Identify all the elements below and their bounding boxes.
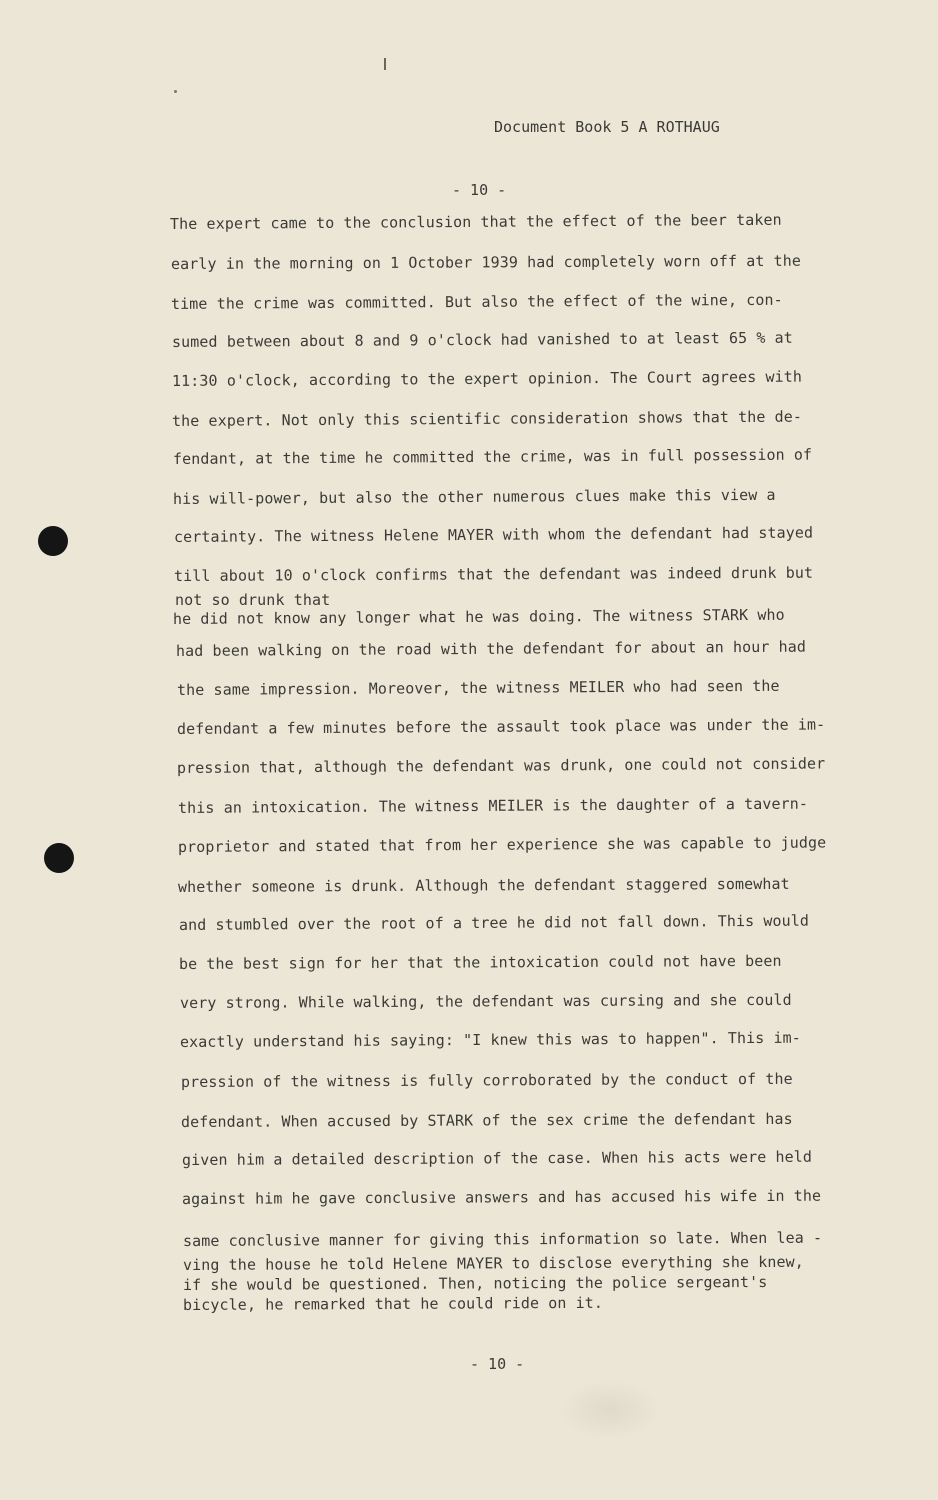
text-line: the expert. Not only this scientific consideration shows that the de- <box>171 407 803 430</box>
text-line: defendant. When accused by STARK of the sex crime the defendant has <box>180 1109 793 1131</box>
text-line: certainty. The witness Helene MAYER with whom the defendant had stayed <box>173 523 814 546</box>
text-line: not so drunk that <box>175 591 331 609</box>
text-line: ving the house he told Helene MAYER to disclose everything she knew, <box>182 1252 804 1274</box>
text-line: his will-power, but also the other numerous clues make this view a <box>172 485 776 508</box>
text-line: against him he gave conclusive answers and has accused his wife in the <box>181 1186 822 1208</box>
margin-tick-mark <box>384 58 386 70</box>
text-line: had been walking on the road with the defendant for about an hour had <box>175 637 807 660</box>
text-line: early in the morning on 1 October 1939 had completely worn off at the <box>170 251 802 273</box>
text-line: 11:30 o'clock, according to the expert opinion. The Court agrees with <box>171 367 803 390</box>
text-line: time the crime was committed. But also the effect of the wine, con- <box>170 290 783 313</box>
text-line: and stumbled over the root of a tree he did not fall down. This would <box>178 911 810 934</box>
page-number-top: - 10 - <box>452 181 507 199</box>
text-line: if she would be questioned. Then, noticing the police sergeant's <box>182 1272 768 1294</box>
text-line: pression of the witness is fully corroborated by the conduct of the <box>180 1069 793 1091</box>
text-line: bicycle, he remarked that he could ride on it. <box>182 1293 604 1314</box>
text-line: be the best sign for her that the intoxication could not have been <box>178 951 782 973</box>
punch-hole <box>38 526 68 556</box>
text-line: proprietor and stated that from her experience she was capable to judge <box>177 833 827 856</box>
text-line: fendant, at the time he committed the crime, was in full possession of <box>172 445 813 468</box>
text-line: given him a detailed description of the case. When his acts were held <box>181 1147 813 1169</box>
text-line: same conclusive manner for giving this information so late. When lea - <box>182 1228 823 1250</box>
text-line: the same impression. Moreover, the witness MEILER who had seen the <box>176 676 780 699</box>
document-header: Document Book 5 A ROTHAUG <box>494 118 720 136</box>
text-line: whether someone is drunk. Although the defendant staggered somewhat <box>177 874 790 896</box>
punch-hole <box>44 843 74 873</box>
text-line: defendant a few minutes before the assault took place was under the im- <box>176 715 826 738</box>
text-line: The expert came to the conclusion that the effect of the beer taken <box>169 210 782 233</box>
text-line: very strong. While walking, the defendant was cursing and she could <box>179 990 792 1012</box>
text-line: pression that, although the defendant was drunk, one could not consider <box>176 754 826 777</box>
paper-smudge <box>560 1380 660 1440</box>
text-line: he did not know any longer what he was doing. The witness STARK who <box>172 605 785 628</box>
text-line: sumed between about 8 and 9 o'clock had vanished to at least 65 % at <box>171 328 793 351</box>
text-line: this an intoxication. The witness MEILER is the daughter of a tavern- <box>177 794 809 817</box>
text-line: exactly understand his saying: "I knew this was to happen". This im- <box>179 1028 801 1051</box>
page-number-bottom: - 10 - <box>470 1355 525 1373</box>
text-line: till about 10 o'clock confirms that the defendant was indeed drunk but <box>173 563 814 585</box>
margin-dot <box>174 90 177 93</box>
